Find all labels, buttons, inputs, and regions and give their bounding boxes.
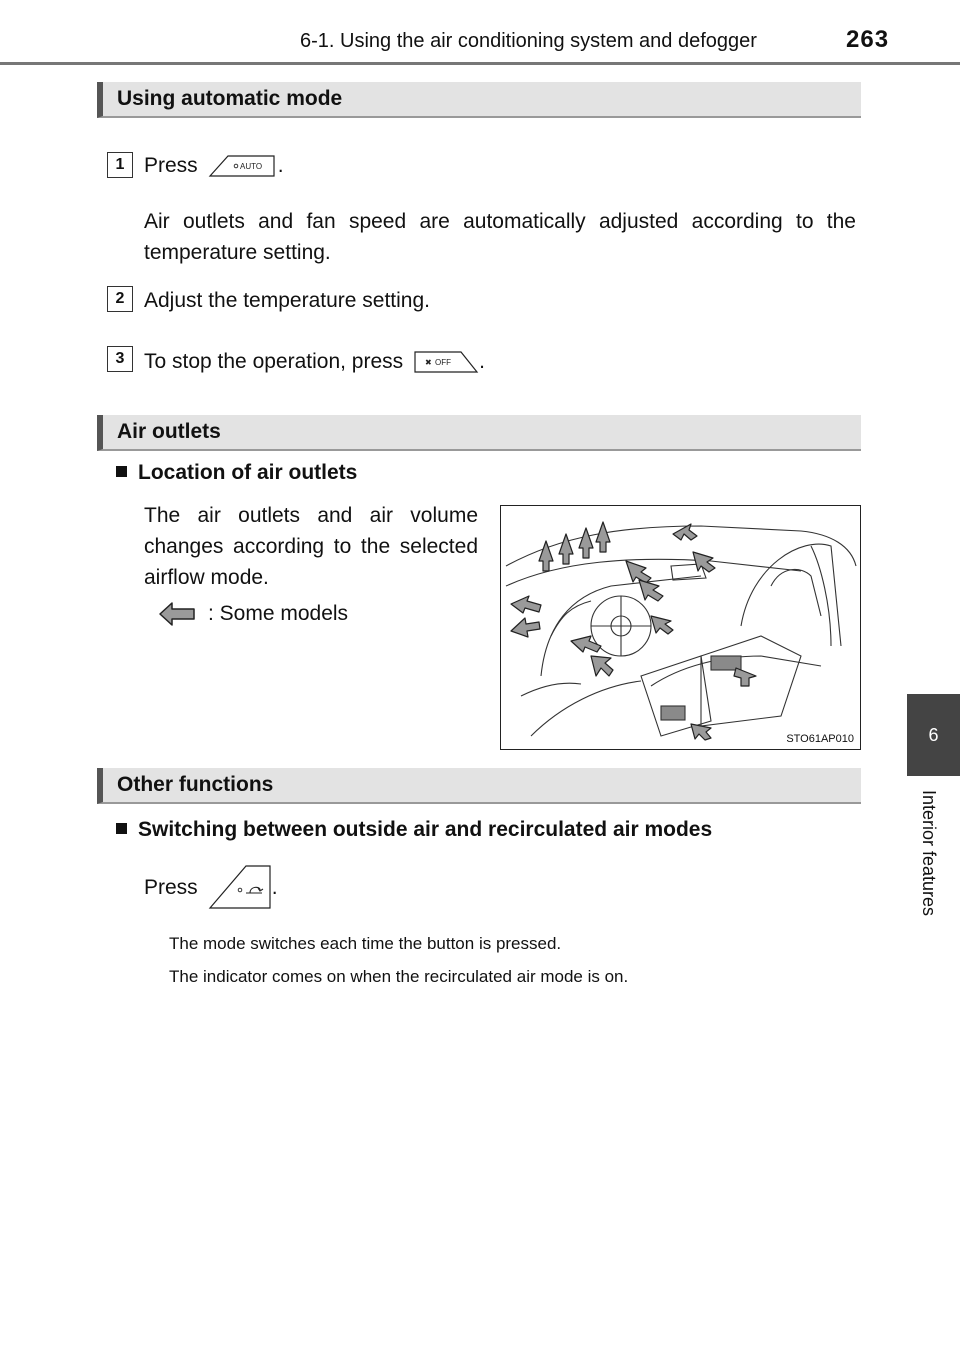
press-suffix: .	[271, 875, 278, 899]
note-2: The indicator comes on when the recirculated air mode is on.	[169, 967, 629, 986]
section-heading-other-functions	[97, 768, 861, 804]
legend-text: : Some models	[208, 602, 349, 625]
step-3-text	[144, 346, 485, 377]
arrow-left-icon	[158, 601, 196, 627]
section-title: Using automatic mode	[117, 87, 343, 110]
subheading-location	[116, 461, 357, 485]
running-header: 6-1. Using the air conditioning system and defogger	[300, 30, 757, 52]
subheading-location-text: Location of air outlets	[138, 461, 358, 484]
subheading-recirculation-text: Switching between outside air and recirculated air modes	[138, 818, 713, 841]
chapter-label: Interior features	[919, 790, 939, 917]
illustration-code: STO61AP010	[786, 733, 854, 745]
step-number-3: 3	[107, 346, 133, 372]
section-heading-air-outlets	[97, 415, 861, 451]
auto-button-icon	[206, 152, 278, 180]
step-number-1: 1	[107, 152, 133, 178]
step-number-2: 2	[107, 286, 133, 312]
press-prefix: Press	[144, 875, 198, 899]
step-1-text	[144, 150, 284, 181]
step-2-text: Adjust the temperature setting.	[144, 289, 430, 312]
section-heading-auto-mode	[97, 82, 861, 118]
header-rule	[0, 62, 960, 65]
off-button-icon	[411, 348, 479, 376]
air-outlets-description: The air outlets and air volume changes according to the selected airflow mode.	[144, 504, 478, 589]
page-number: 263	[846, 26, 890, 53]
note-1: The mode switches each time the button is pressed.	[169, 934, 562, 953]
svg-text:OFF: OFF	[435, 357, 452, 367]
cabin-air-outlet-illustration	[500, 505, 861, 750]
step-1-detail: Air outlets and fan speed are automatically adjusted according to the temperature setting.	[144, 210, 856, 264]
step-1-prefix: Press	[144, 154, 198, 177]
section-title: Other functions	[117, 773, 274, 796]
svg-text:AUTO: AUTO	[239, 161, 262, 171]
recirculate-button-icon	[206, 862, 272, 912]
svg-text:✖: ✖	[425, 357, 432, 367]
step-3-prefix: To stop the operation, press	[144, 350, 404, 373]
chapter-tab[interactable]: 6	[907, 694, 960, 776]
step-3-suffix: .	[479, 350, 486, 373]
bullet-square-icon	[116, 466, 127, 477]
step-1-suffix: .	[277, 154, 284, 177]
bullet-square-icon	[116, 823, 127, 834]
recirculation-press-line	[144, 862, 278, 912]
subheading-recirculation	[116, 818, 712, 842]
section-title: Air outlets	[117, 420, 221, 443]
car-interior-drawing	[501, 506, 860, 749]
legend	[158, 598, 348, 629]
